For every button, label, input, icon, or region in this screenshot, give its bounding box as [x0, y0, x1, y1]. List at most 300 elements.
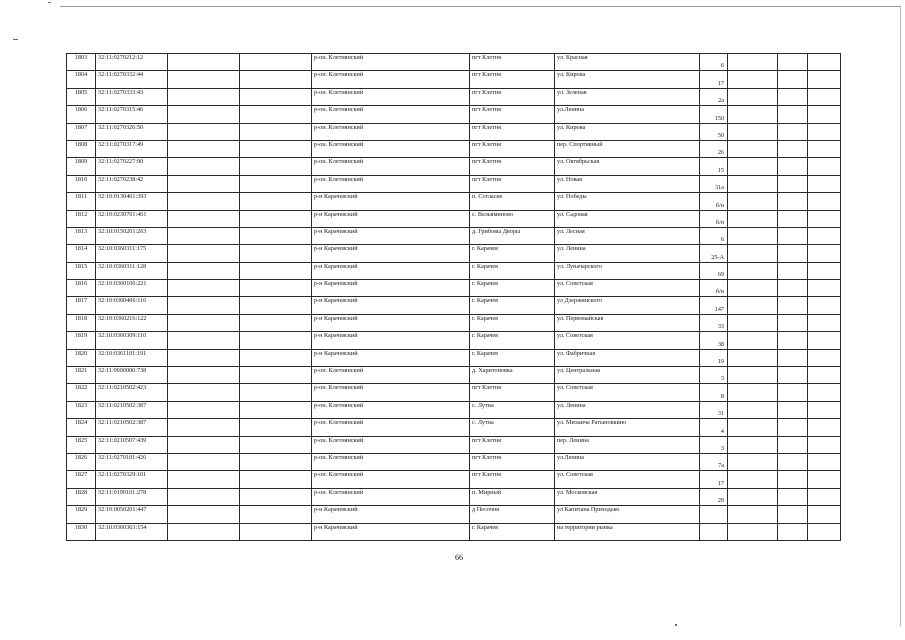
table-row: [67, 488, 841, 505]
house-number-cell: 25-А: [700, 245, 728, 262]
cadastral-number-cell: 32:11:0210502:387: [96, 419, 168, 436]
house-number-cell: 17: [700, 471, 728, 488]
empty-cell: [168, 349, 240, 366]
row-number-cell: 1820: [67, 349, 96, 366]
empty-cell: [808, 140, 841, 157]
cadastral-number-cell: 32:11:0270227:90: [96, 158, 168, 175]
district-cell: р-н.Карачевский: [312, 506, 470, 523]
street-cell: пер. Ленина: [555, 436, 700, 453]
empty-cell: [808, 332, 841, 349]
house-number-cell: 6: [700, 227, 728, 244]
table-row: [67, 332, 841, 349]
table-row: [67, 523, 841, 540]
district-cell: р-н Карачевский: [312, 210, 470, 227]
street-cell: ул. Красная: [555, 54, 700, 71]
district-cell: р-н Карачевский: [312, 193, 470, 210]
table-row: [67, 227, 841, 244]
empty-cell: [240, 297, 312, 314]
empty-cell: [808, 419, 841, 436]
empty-cell: [240, 314, 312, 331]
table-row: [67, 54, 841, 71]
scan-speck: [675, 624, 677, 626]
empty-cell: [168, 175, 240, 192]
cadastral-number-cell: 32:10:0360216:122: [96, 314, 168, 331]
empty-cell: [728, 280, 778, 297]
row-number-cell: 1812: [67, 210, 96, 227]
table-row: [67, 262, 841, 279]
empty-cell: [808, 88, 841, 105]
empty-cell: [240, 367, 312, 384]
empty-cell: [808, 158, 841, 175]
property-table-container: [66, 53, 840, 541]
empty-cell: [240, 419, 312, 436]
empty-cell: [168, 193, 240, 210]
empty-cell: [168, 297, 240, 314]
settlement-cell: д Песочня: [470, 506, 555, 523]
empty-cell: [778, 140, 808, 157]
table-row: [67, 384, 841, 401]
house-number-cell: 8: [700, 384, 728, 401]
empty-cell: [778, 262, 808, 279]
district-cell: р-он. Клетнянский: [312, 436, 470, 453]
street-cell: ул. Садовая: [555, 210, 700, 227]
empty-cell: [168, 227, 240, 244]
house-number-cell: 3: [700, 367, 728, 384]
cadastral-number-cell: 32:11:0270315:46: [96, 106, 168, 123]
row-number-cell: 1826: [67, 453, 96, 470]
street-cell: на территории рынка: [555, 523, 700, 540]
cadastral-number-cell: 32:11:0270332:44: [96, 71, 168, 88]
empty-cell: [168, 384, 240, 401]
district-cell: р-н Карачевский: [312, 332, 470, 349]
empty-cell: [778, 245, 808, 262]
district-cell: р-н Карачевский: [312, 349, 470, 366]
district-cell: р-н Карачевский: [312, 262, 470, 279]
empty-cell: [728, 523, 778, 540]
empty-cell: [778, 227, 808, 244]
cadastral-number-cell: 32:11:0190101:278: [96, 488, 168, 505]
empty-cell: [808, 523, 841, 540]
row-number-cell: 1813: [67, 227, 96, 244]
district-cell: р-н Карачевский: [312, 245, 470, 262]
empty-cell: [728, 297, 778, 314]
district-cell: р-он. Клетнянский: [312, 123, 470, 140]
settlement-cell: пгт Клетня: [470, 71, 555, 88]
settlement-cell: п. Мирный: [470, 488, 555, 505]
empty-cell: [168, 506, 240, 523]
row-number-cell: 1825: [67, 436, 96, 453]
row-number-cell: 1807: [67, 123, 96, 140]
empty-cell: [240, 175, 312, 192]
empty-cell: [778, 158, 808, 175]
cadastral-number-cell: 32:10:0360106:221: [96, 280, 168, 297]
settlement-cell: пгт Клетня: [470, 175, 555, 192]
empty-cell: [168, 332, 240, 349]
empty-cell: [808, 297, 841, 314]
row-number-cell: 1805: [67, 88, 96, 105]
empty-cell: [168, 314, 240, 331]
row-number-cell: 1814: [67, 245, 96, 262]
row-number-cell: 1803: [67, 54, 96, 71]
empty-cell: [778, 175, 808, 192]
empty-cell: [240, 471, 312, 488]
street-cell: ул. Кирова: [555, 123, 700, 140]
street-cell: ул. Михаича Ратыновкино: [555, 419, 700, 436]
empty-cell: [240, 193, 312, 210]
district-cell: р-он. Клетнянский: [312, 401, 470, 418]
empty-cell: [240, 227, 312, 244]
settlement-cell: г. Карачев: [470, 349, 555, 366]
house-number-cell: 38: [700, 332, 728, 349]
cadastral-number-cell: 32:10:0150201:263: [96, 227, 168, 244]
row-number-cell: 1823: [67, 401, 96, 418]
district-cell: р-он. Клетнянский: [312, 71, 470, 88]
district-cell: р-он. Клетнянский: [312, 140, 470, 157]
empty-cell: [728, 332, 778, 349]
table-row: [67, 471, 841, 488]
empty-cell: [808, 106, 841, 123]
table-row: [67, 297, 841, 314]
empty-cell: [808, 54, 841, 71]
house-number-cell: 29: [700, 488, 728, 505]
empty-cell: [728, 158, 778, 175]
empty-cell: [728, 106, 778, 123]
row-number-cell: 1808: [67, 140, 96, 157]
empty-cell: [240, 523, 312, 540]
street-cell: ул Дзержинского: [555, 297, 700, 314]
row-number-cell: 1804: [67, 71, 96, 88]
empty-cell: [808, 245, 841, 262]
street-cell: ул.Ленина: [555, 453, 700, 470]
empty-cell: [778, 210, 808, 227]
empty-cell: [240, 453, 312, 470]
district-cell: р-н Карачевский: [312, 314, 470, 331]
empty-cell: [240, 54, 312, 71]
table-row: [67, 245, 841, 262]
table-row: [67, 88, 841, 105]
empty-cell: [778, 453, 808, 470]
empty-cell: [808, 506, 841, 523]
table-row: [67, 210, 841, 227]
district-cell: р-он. Клетнянский: [312, 471, 470, 488]
row-number-cell: 1816: [67, 280, 96, 297]
settlement-cell: пгт Клетня: [470, 436, 555, 453]
table-row: [67, 175, 841, 192]
settlement-cell: пгт Клетня: [470, 106, 555, 123]
house-number-cell: 31: [700, 401, 728, 418]
empty-cell: [778, 436, 808, 453]
settlement-cell: г. Карачев: [470, 280, 555, 297]
empty-cell: [808, 71, 841, 88]
empty-cell: [168, 453, 240, 470]
empty-cell: [728, 488, 778, 505]
house-number-cell: 26: [700, 140, 728, 157]
street-cell: ул.Ленина: [555, 106, 700, 123]
street-cell: ул Капитана Приходько: [555, 506, 700, 523]
empty-cell: [168, 523, 240, 540]
empty-cell: [240, 158, 312, 175]
house-number-cell: б/н: [700, 193, 728, 210]
empty-cell: [808, 436, 841, 453]
empty-cell: [168, 488, 240, 505]
district-cell: р-он. Клетнянский: [312, 419, 470, 436]
settlement-cell: с. Лутна: [470, 419, 555, 436]
settlement-cell: пгт Клетня: [470, 471, 555, 488]
cadastral-number-cell: 32:11:0210502:423: [96, 384, 168, 401]
empty-cell: [728, 384, 778, 401]
empty-cell: [168, 106, 240, 123]
empty-cell: [808, 384, 841, 401]
cadastral-number-cell: 32:11:0210507:439: [96, 436, 168, 453]
street-cell: ул. Советская: [555, 471, 700, 488]
cadastral-number-cell: 32:11:0000000:738: [96, 367, 168, 384]
empty-cell: [240, 140, 312, 157]
page-number: 66: [455, 553, 463, 562]
house-number-cell: 7а: [700, 453, 728, 470]
empty-cell: [808, 262, 841, 279]
row-number-cell: 1817: [67, 297, 96, 314]
empty-cell: [778, 523, 808, 540]
table-row: [67, 401, 841, 418]
empty-cell: [778, 106, 808, 123]
scan-edge-top: [60, 6, 900, 7]
house-number-cell: 150: [700, 106, 728, 123]
row-number-cell: 1821: [67, 367, 96, 384]
house-number-cell: 50: [700, 123, 728, 140]
scan-edge-right: [900, 6, 901, 626]
empty-cell: [168, 436, 240, 453]
empty-cell: [808, 471, 841, 488]
empty-cell: [808, 227, 841, 244]
settlement-cell: с. Вельяминово: [470, 210, 555, 227]
settlement-cell: д. Харитоновка: [470, 367, 555, 384]
empty-cell: [728, 245, 778, 262]
table-row: [67, 106, 841, 123]
cadastral-number-cell: 32:10:0360311:128: [96, 262, 168, 279]
empty-cell: [808, 367, 841, 384]
table-row: [67, 158, 841, 175]
empty-cell: [728, 349, 778, 366]
cadastral-number-cell: 32:11:0270326:50: [96, 123, 168, 140]
empty-cell: [728, 210, 778, 227]
district-cell: р-он. Клетнянский: [312, 384, 470, 401]
empty-cell: [168, 210, 240, 227]
empty-cell: [168, 71, 240, 88]
street-cell: ул. Советская: [555, 280, 700, 297]
empty-cell: [240, 436, 312, 453]
cadastral-number-cell: 32:11:0270212:12: [96, 54, 168, 71]
district-cell: р-он. Клетнянский: [312, 158, 470, 175]
house-number-cell: 15: [700, 158, 728, 175]
cadastral-number-cell: 32:10:0361101:191: [96, 349, 168, 366]
empty-cell: [168, 401, 240, 418]
empty-cell: [778, 332, 808, 349]
cadastral-number-cell: 32:10:0360406:116: [96, 297, 168, 314]
empty-cell: [728, 506, 778, 523]
empty-cell: [808, 314, 841, 331]
table-row: [67, 349, 841, 366]
table-row: [67, 71, 841, 88]
row-number-cell: 1830: [67, 523, 96, 540]
house-number-cell: [700, 523, 728, 540]
empty-cell: [728, 453, 778, 470]
empty-cell: [168, 471, 240, 488]
empty-cell: [778, 488, 808, 505]
empty-cell: [240, 245, 312, 262]
empty-cell: [728, 54, 778, 71]
empty-cell: [728, 471, 778, 488]
empty-cell: [808, 349, 841, 366]
empty-cell: [168, 367, 240, 384]
empty-cell: [778, 88, 808, 105]
row-number-cell: 1806: [67, 106, 96, 123]
settlement-cell: г. Карачев: [470, 332, 555, 349]
empty-cell: [168, 158, 240, 175]
cadastral-number-cell: 32:10:0360309:110: [96, 332, 168, 349]
settlement-cell: пгт Клетня: [470, 54, 555, 71]
row-number-cell: 1828: [67, 488, 96, 505]
district-cell: р-он. Клетнянский: [312, 488, 470, 505]
empty-cell: [778, 123, 808, 140]
district-cell: р-он. Клетнянский: [312, 367, 470, 384]
district-cell: р-он. Клетнянский: [312, 453, 470, 470]
empty-cell: [240, 262, 312, 279]
empty-cell: [728, 401, 778, 418]
table-row: [67, 453, 841, 470]
empty-cell: [778, 419, 808, 436]
table-row: [67, 436, 841, 453]
empty-cell: [778, 471, 808, 488]
settlement-cell: пгт Клетня: [470, 88, 555, 105]
street-cell: ул. Кирова: [555, 71, 700, 88]
empty-cell: [778, 349, 808, 366]
street-cell: ул. Лесная: [555, 227, 700, 244]
row-number-cell: 1809: [67, 158, 96, 175]
house-number-cell: 2а: [700, 88, 728, 105]
table-row: [67, 123, 841, 140]
house-number-cell: [700, 506, 728, 523]
house-number-cell: 3: [700, 436, 728, 453]
street-cell: ул. Новая: [555, 175, 700, 192]
empty-cell: [728, 175, 778, 192]
table-row: [67, 140, 841, 157]
empty-cell: [728, 262, 778, 279]
empty-cell: [778, 193, 808, 210]
table-body: [67, 54, 841, 541]
settlement-cell: пгт Клетня: [470, 453, 555, 470]
table-row: [67, 419, 841, 436]
empty-cell: [168, 54, 240, 71]
empty-cell: [778, 506, 808, 523]
house-number-cell: 69: [700, 262, 728, 279]
district-cell: р-н Карачевский: [312, 523, 470, 540]
street-cell: ул. Московская: [555, 488, 700, 505]
street-cell: ул. Советская: [555, 332, 700, 349]
empty-cell: [728, 140, 778, 157]
settlement-cell: п. Согласие: [470, 193, 555, 210]
empty-cell: [808, 123, 841, 140]
settlement-cell: г. Карачев: [470, 245, 555, 262]
empty-cell: [728, 419, 778, 436]
cadastral-number-cell: 32:11:0270238:42: [96, 175, 168, 192]
empty-cell: [168, 262, 240, 279]
empty-cell: [240, 123, 312, 140]
cadastral-number-cell: 32:10:0050201:447: [96, 506, 168, 523]
district-cell: р-он. Клетнянский: [312, 106, 470, 123]
settlement-cell: пгт Клетня: [470, 158, 555, 175]
district-cell: р-он. Клетнянский: [312, 175, 470, 192]
street-cell: ул. Фабричная: [555, 349, 700, 366]
empty-cell: [728, 367, 778, 384]
cadastral-number-cell: 32:10:0360363:154: [96, 523, 168, 540]
empty-cell: [778, 54, 808, 71]
settlement-cell: с. Лутна: [470, 401, 555, 418]
street-cell: ул. Октябрьская: [555, 158, 700, 175]
house-number-cell: б/н: [700, 210, 728, 227]
empty-cell: [778, 71, 808, 88]
empty-cell: [240, 349, 312, 366]
empty-cell: [168, 280, 240, 297]
property-table: [66, 53, 841, 541]
house-number-cell: 17: [700, 71, 728, 88]
empty-cell: [808, 280, 841, 297]
empty-cell: [168, 140, 240, 157]
street-cell: ул. Центральная: [555, 367, 700, 384]
empty-cell: [240, 280, 312, 297]
settlement-cell: г. Карачев: [470, 297, 555, 314]
empty-cell: [240, 506, 312, 523]
empty-cell: [168, 88, 240, 105]
empty-cell: [240, 488, 312, 505]
empty-cell: [728, 436, 778, 453]
scan-speck: [48, 2, 51, 3]
row-number-cell: 1827: [67, 471, 96, 488]
empty-cell: [778, 280, 808, 297]
empty-cell: [778, 384, 808, 401]
empty-cell: [240, 71, 312, 88]
row-number-cell: 1815: [67, 262, 96, 279]
street-cell: ул. Первомайская: [555, 314, 700, 331]
street-cell: ул. Зеленая: [555, 88, 700, 105]
district-cell: р-он. Клетнянский: [312, 54, 470, 71]
empty-cell: [728, 123, 778, 140]
row-number-cell: 1829: [67, 506, 96, 523]
empty-cell: [240, 210, 312, 227]
empty-cell: [168, 419, 240, 436]
empty-cell: [808, 488, 841, 505]
table-row: [67, 280, 841, 297]
empty-cell: [728, 193, 778, 210]
empty-cell: [168, 245, 240, 262]
cadastral-number-cell: 32:10:0230701:461: [96, 210, 168, 227]
street-cell: ул. Победы: [555, 193, 700, 210]
empty-cell: [808, 453, 841, 470]
row-number-cell: 1810: [67, 175, 96, 192]
empty-cell: [728, 71, 778, 88]
cadastral-number-cell: 32:10:0360311:175: [96, 245, 168, 262]
cadastral-number-cell: 32:11:0270329:101: [96, 471, 168, 488]
house-number-cell: 31а: [700, 175, 728, 192]
table-row: [67, 367, 841, 384]
scan-speck: [13, 39, 18, 40]
street-cell: ул. Ленина: [555, 401, 700, 418]
empty-cell: [808, 401, 841, 418]
empty-cell: [240, 88, 312, 105]
table-row: [67, 506, 841, 523]
table-row: [67, 193, 841, 210]
house-number-cell: 4: [700, 419, 728, 436]
empty-cell: [808, 175, 841, 192]
